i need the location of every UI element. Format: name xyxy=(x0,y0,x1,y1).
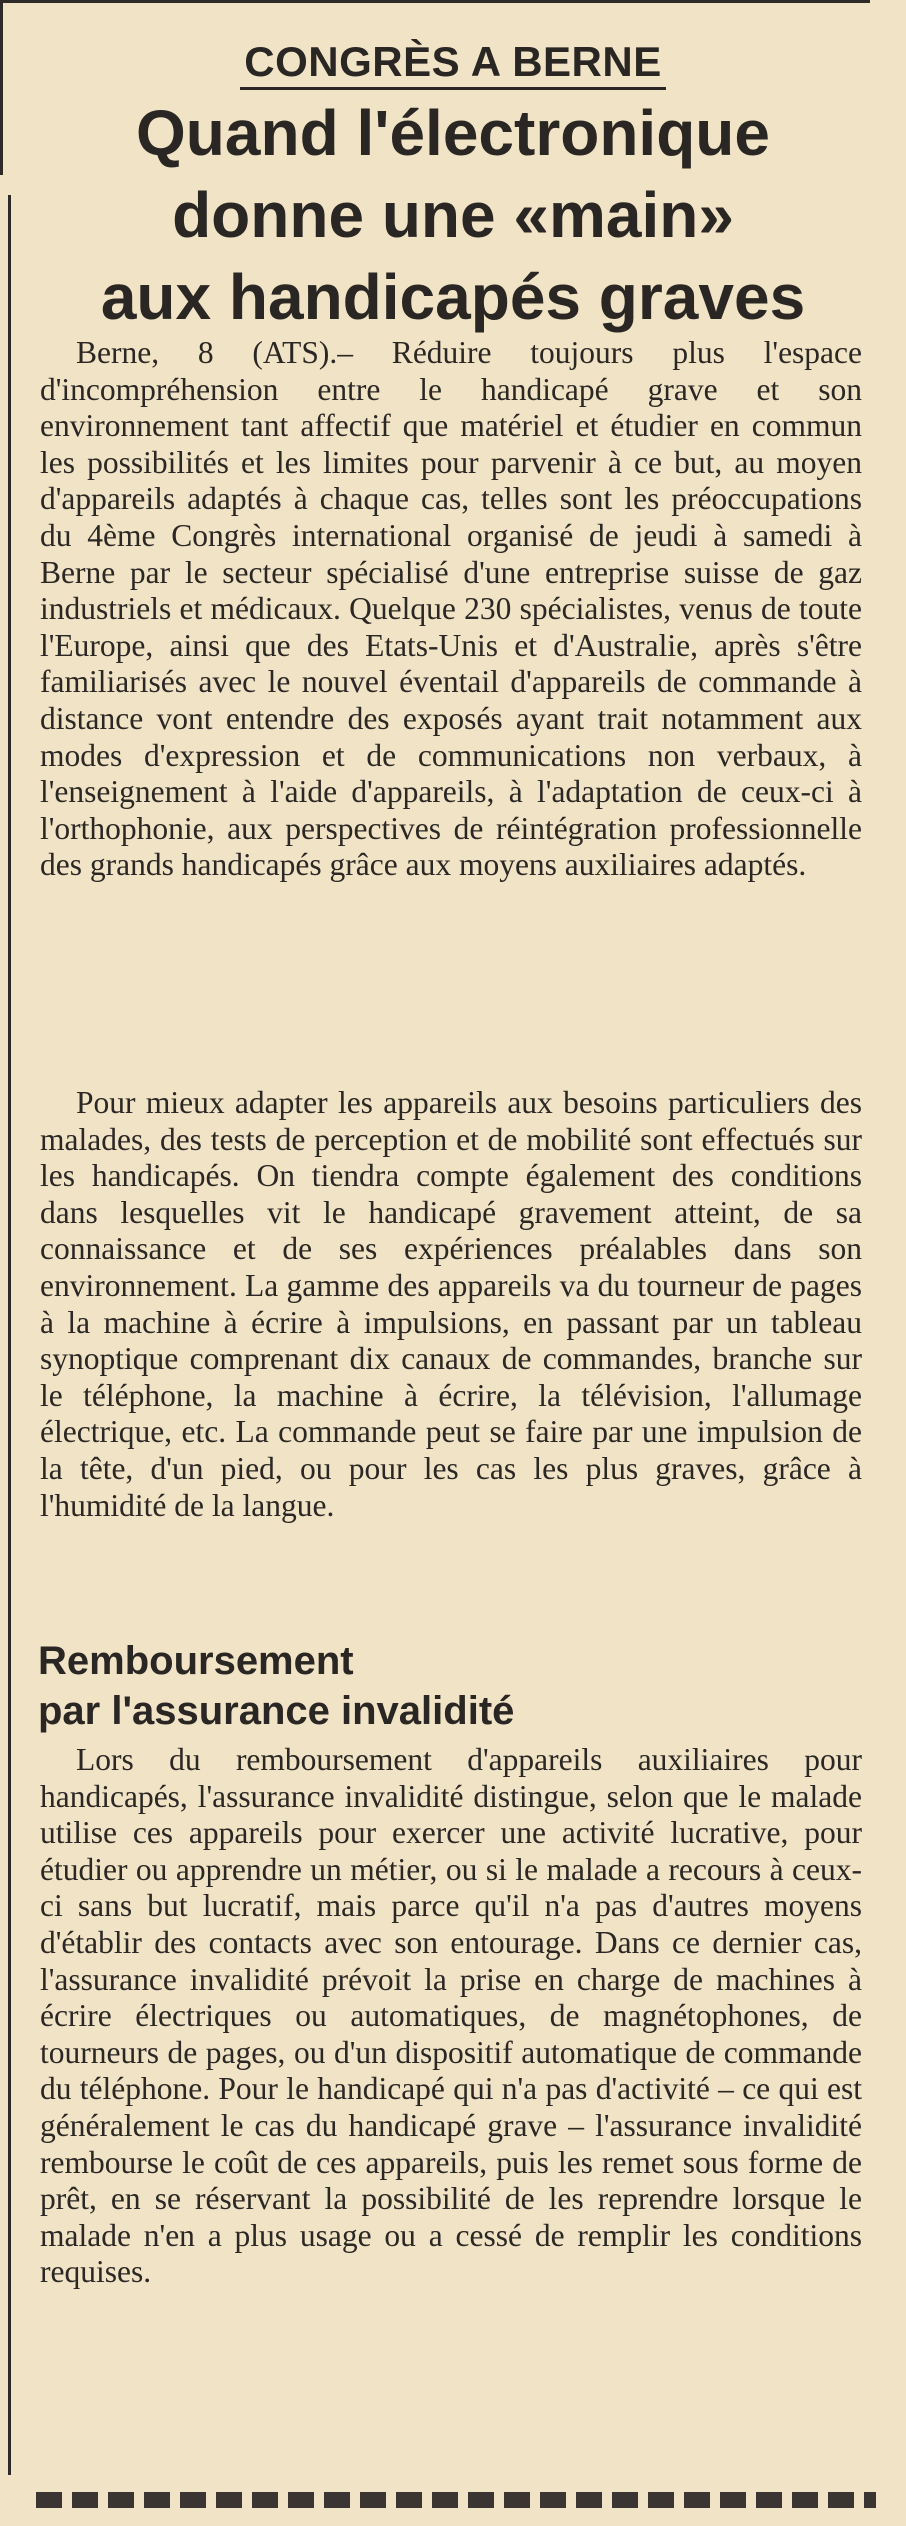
article-paragraph-2 xyxy=(40,1085,862,1524)
article-headline xyxy=(0,92,906,338)
article-paragraph-3 xyxy=(40,1742,862,2291)
kicker-text: CONGRÈS A BERNE xyxy=(240,38,665,90)
article-kicker xyxy=(0,38,906,86)
article-subheading xyxy=(38,1636,514,1736)
article-paragraph-1 xyxy=(40,335,862,884)
paragraph-3-text: Lors du remboursement d'appareils auxiliaires pour handicapés, l'assurance invalidité distingue, selon que le malade utilise ces appareils pour exercer une activité lucrative, pour étudier ou apprendre un métier, ou si le malade a recours à ceux-ci sans but lucratif, mais parce qu'il n'a pas d'autres moyens d'établir des contacts avec son entourage. Dans ce dernier cas, l'assurance invalidité prévoit la prise en charge de machines à écrire électriques ou automatiques, de magnétophones, de tourneurs de pages, ou d'un dispositif automatique de commande du téléphone. Pour le handicapé qui n'a pas d'activité – ce qui est généralement le cas du handicapé grave – l'assurance invalidité rembourse le coût de ces appareils, puis les remet sous forme de prêt, en se réservant la possibilité de les reprendre lorsque le malade n'en a plus usage ou a cessé de remplir les conditions requises. xyxy=(40,1742,862,2290)
paragraph-1-text: Berne, 8 (ATS).– Réduire toujours plus l'espace d'incompréhension entre le handicapé grave et son environnement tant affectif que matériel et étudier en commun les possibilités et les limites pour parvenir à ce but, au moyen d'appareils adaptés à chaque cas, telles sont les préoccupations du 4ème Congrès international organisé de jeudi à samedi à Berne par le secteur spécialisé d'une entreprise suisse de gaz industriels et médicaux. Quelque 230 spécialistes, venus de toute l'Europe, ainsi que des Etats-Unis et d'Australie, après s'être familiarisés avec le nouvel éventail d'appareils de commande à distance vont entendre des exposés ayant trait notamment aux modes d'expression et de communications non verbaux, à l'enseignement à l'aide d'appareils, à l'adaptation de ceux-ci à l'orthophonie, aux perspectives de réintégration professionnelle des grands handicapés grâce aux moyens auxiliaires adaptés. xyxy=(40,335,862,883)
subheading-line-2: par l'assurance invalidité xyxy=(38,1689,515,1733)
headline-line-3: aux handicapés graves xyxy=(100,261,806,333)
left-border-rule xyxy=(8,195,11,2475)
subheading-line-1: Remboursement xyxy=(38,1639,354,1683)
top-border-rule xyxy=(0,0,870,21)
headline-line-1: Quand l'électronique xyxy=(136,97,770,169)
bottom-dashed-rule xyxy=(36,2492,876,2508)
paragraph-2-text: Pour mieux adapter les appareils aux besoins particuliers des malades, des tests de perception et de mobilité sont effectués sur les handicapés. On tiendra compte également des conditions dans lesquelles vit le handicapé gravement atteint, de sa connaissance et de ses expériences préalables dans son environnement. La gamme des appareils va du tourneur de pages à la machine à écrire à impulsions, en passant par un tableau synoptique comprenant dix canaux de commandes, branche sur le téléphone, la machine à écrire, la télévision, l'allumage électrique, etc. La commande peut se faire par une impulsion de la tête, d'un pied, ou pour les cas les plus graves, grâce à l'humidité de la langue. xyxy=(40,1085,862,1523)
headline-line-2: donne une «main» xyxy=(172,179,734,251)
